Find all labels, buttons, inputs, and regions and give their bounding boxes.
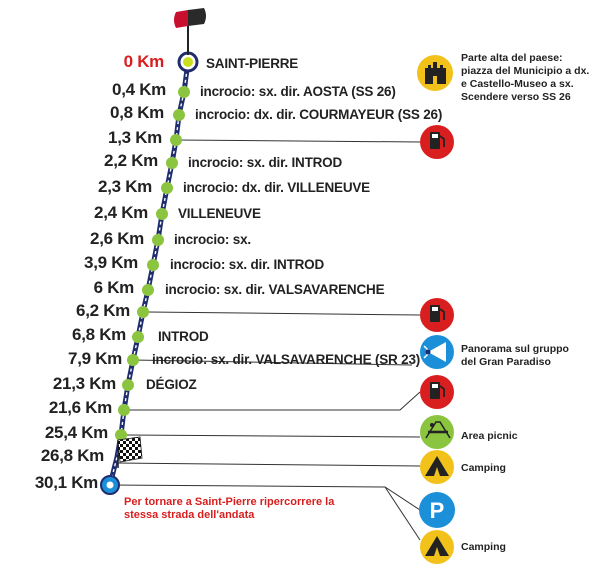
waypoint-dot <box>170 134 182 146</box>
km-label: 1,3 Km <box>108 128 162 147</box>
start-marker <box>179 53 197 71</box>
km-label: 7,9 Km <box>68 349 122 368</box>
stop-label: INTROD <box>158 329 209 344</box>
km-label: 2,2 Km <box>104 151 158 170</box>
stop-label: incrocio: sx. dir. AOSTA (SS 26) <box>200 84 396 99</box>
km-label: 25,4 Km <box>44 423 108 442</box>
km-end: 30,1 Km <box>34 473 98 492</box>
stop-label: incrocio: dx. dir. VILLENEUVE <box>183 180 370 195</box>
waypoint-dot <box>161 182 173 194</box>
waypoint-dot <box>178 86 190 98</box>
waypoint-dot <box>137 306 149 318</box>
stop-label: incrocio: sx. dir. INTROD <box>188 155 343 170</box>
fuel-pump-icon <box>420 125 454 159</box>
route-line <box>110 62 188 485</box>
km-label: 2,4 Km <box>94 203 148 222</box>
end-marker <box>101 476 119 494</box>
km-label: 21,3 Km <box>52 374 116 393</box>
start-label: SAINT-PIERRE <box>206 56 299 71</box>
camping-label: Camping <box>461 541 506 553</box>
stop-label: incrocio: sx. dir. VALSAVARENCHE (SR 23) <box>152 352 421 367</box>
stop-label: incrocio: sx. dir. INTROD <box>170 257 325 272</box>
fuel-pump-icon <box>420 298 454 332</box>
picnic-label: Area picnic <box>461 430 518 442</box>
km-label: 3,9 Km <box>84 253 138 272</box>
leader-line <box>121 435 420 437</box>
km-label: 21,6 Km <box>48 398 112 417</box>
stop-label: DÉGIOZ <box>146 377 197 392</box>
return-note: Per tornare a Saint-Pierre ripercorrere la stessa strada dell'andata <box>124 496 335 521</box>
km-label: 2,6 Km <box>90 229 144 248</box>
flag-icon <box>174 8 206 55</box>
leader-line <box>148 312 420 315</box>
panorama-note: Panorama sul gruppo del Gran Paradiso <box>461 343 569 368</box>
fuel-pump-icon <box>420 375 454 409</box>
leader-line <box>124 392 420 410</box>
km-label: 26,8 Km <box>40 446 104 465</box>
leader-line <box>176 140 420 142</box>
picnic-icon <box>420 415 454 449</box>
waypoint-dot <box>118 404 130 416</box>
castle-icon <box>417 55 453 91</box>
waypoint-dot <box>122 379 134 391</box>
waypoint-dot <box>152 234 164 246</box>
tent-icon <box>420 450 454 484</box>
stop-label: incrocio: sx. <box>174 232 251 247</box>
km-label: 6,8 Km <box>72 325 126 344</box>
leader-line <box>117 463 420 466</box>
town-note: Parte alta del paese: piazza del Municipio a dx. e Castello-Museo a sx. Scendere verso SS 26 <box>461 52 590 103</box>
svg-text:P: P <box>429 498 445 523</box>
km-label: 6 Km <box>93 278 134 297</box>
stop-label: incrocio: sx. dir. VALSAVARENCHE <box>165 282 385 297</box>
camping-label: Camping <box>461 462 506 474</box>
tent-icon <box>420 530 454 564</box>
leader-line <box>385 487 420 540</box>
waypoint-dot <box>166 157 178 169</box>
waypoint-dot <box>132 331 144 343</box>
stop-label: incrocio: dx. dir. COURMAYEUR (SS 26) <box>195 107 443 122</box>
waypoint-dot <box>127 354 139 366</box>
stop-label: VILLENEUVE <box>178 206 261 221</box>
waypoint-dot <box>147 259 159 271</box>
waypoint-dot <box>156 208 168 220</box>
km-label: 0,4 Km <box>112 80 166 99</box>
panorama-icon <box>420 335 454 369</box>
km-label: 6,2 Km <box>76 301 130 320</box>
waypoint-dot <box>173 109 185 121</box>
leader-lines <box>110 140 420 540</box>
km-label: 2,3 Km <box>98 177 152 196</box>
km-label: 0,8 Km <box>110 103 164 122</box>
parking-icon <box>419 492 455 528</box>
km-start: 0 Km <box>123 52 164 71</box>
waypoint-dot <box>142 284 154 296</box>
